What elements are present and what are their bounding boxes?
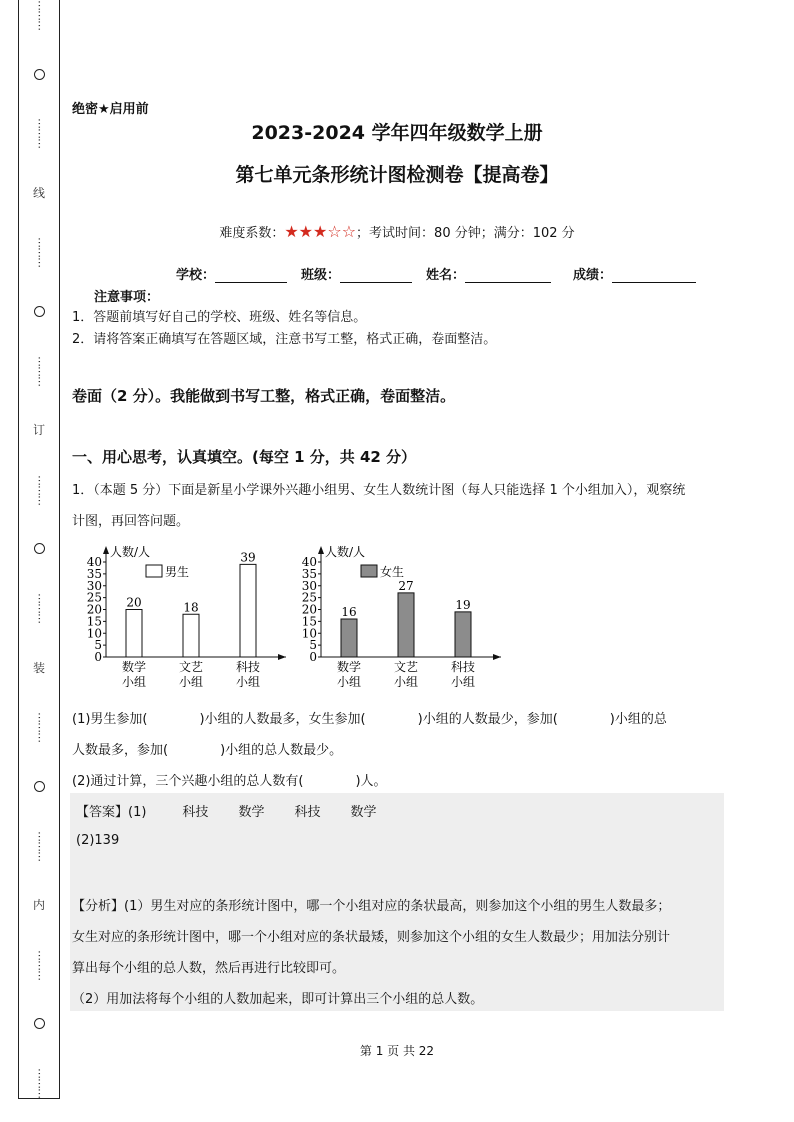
analysis-text: 算出每个小组的总人数，然后再进行比较即可。 (72, 961, 346, 976)
name-input-line[interactable] (465, 268, 551, 283)
answer-label: 【答案】(1) (76, 805, 147, 820)
x-tick-label: 小组 (336, 675, 362, 689)
x-tick-label: 小组 (235, 675, 261, 689)
binding-circle-icon (34, 543, 45, 554)
dots: ⋯⋯⋯ (33, 1067, 46, 1098)
class-field[interactable] (301, 264, 412, 283)
note-item: 2．请将答案正确填写在答题区域，注意书写工整，格式正确，卷面整洁。 (72, 332, 497, 347)
x-tick-label: 科技 (450, 660, 476, 674)
x-tick-label: 文艺 (393, 660, 419, 674)
answer-box (70, 793, 724, 1011)
legend-swatch (146, 565, 162, 577)
star-filled-icon: ★★★ (284, 222, 328, 241)
data-label: 16 (341, 605, 357, 619)
y-tick-label: 10 (86, 626, 102, 641)
x-tick-label: 数学 (336, 660, 362, 674)
y-tick-label: 0 (309, 650, 317, 664)
section-heading: 一、用心思考，认真填空。(每空 1 分，共 42 分） (72, 448, 417, 466)
data-label: 18 (183, 600, 199, 615)
y-tick-label: 30 (86, 578, 102, 593)
y-axis-arrow-icon (318, 546, 324, 554)
star-empty-icon: ☆☆ (327, 222, 357, 241)
answer-item: 科技 (294, 805, 321, 820)
bar (240, 564, 256, 657)
page-subtitle: 第七单元条形统计图检测卷【提高卷】 (235, 164, 559, 186)
data-label: 39 (240, 550, 256, 565)
sub-question: (1)男生参加( )小组的人数最多，女生参加( )小组的人数最少，参加( )小组的总 (72, 712, 667, 727)
y-tick-label: 0 (94, 650, 102, 664)
y-tick-label: 20 (301, 602, 317, 617)
y-tick-label: 30 (301, 578, 317, 593)
school-field[interactable] (176, 264, 287, 283)
answer-line (76, 801, 406, 820)
x-tick-label: 小组 (393, 675, 419, 689)
binding-circle-icon (34, 1018, 45, 1029)
bar (126, 610, 142, 658)
difficulty-label: 难度系数： (219, 226, 285, 241)
dots: ⋯⋯⋯ (33, 355, 46, 386)
notes-title: 注意事项： (94, 290, 160, 305)
question-text: 计图，再回答问题。 (72, 514, 190, 529)
y-tick-label: 35 (86, 566, 102, 581)
y-tick-label: 15 (86, 614, 102, 629)
x-tick-label: 数学 (121, 660, 147, 674)
x-tick-label: 文艺 (178, 660, 204, 674)
neatness-line: 卷面（2 分）。我能做到书写工整，格式正确，卷面整洁。 (72, 387, 456, 405)
class-input-line[interactable] (340, 268, 412, 283)
analysis-text: 女生对应的条形统计图中，哪一个小组对应的条状最矮，则参加这个小组的女生人数最少；用加法分别计 (72, 930, 671, 945)
x-axis-arrow-icon (278, 654, 286, 660)
dots: ⋯⋯⋯ (33, 949, 46, 980)
legend-label: 女生 (380, 565, 405, 579)
field-label: 成绩： (573, 268, 613, 283)
question-text: 1．（本题 5 分）下面是新星小学课外兴趣小组男、女生人数统计图（每人只能选择 1 个小组加入），观察统 (72, 483, 686, 498)
binding-circle-icon (34, 781, 45, 792)
legend-swatch (361, 565, 377, 577)
exam-meta (0, 222, 794, 241)
exam-info: ；考试时间：80 分钟；满分：102 分 (356, 226, 575, 241)
answer-item: 科技 (182, 805, 209, 820)
school-input-line[interactable] (215, 268, 287, 283)
y-tick-label: 40 (86, 555, 102, 569)
page-title: 2023-2024 学年四年级数学上册 (251, 122, 543, 144)
dots: ⋯⋯⋯ (33, 593, 46, 624)
binding-char: 装 (32, 660, 45, 675)
y-tick-label: 5 (94, 638, 102, 653)
x-tick-label: 小组 (121, 675, 147, 689)
y-tick-label: 20 (86, 602, 102, 617)
analysis-text: （2）用加法将每个小组的人数加起来，即可计算出三个小组的总人数。 (72, 992, 484, 1007)
field-label: 班级： (301, 268, 341, 283)
x-tick-label: 科技 (235, 660, 261, 674)
y-axis-label: 人数/人 (110, 545, 151, 559)
y-tick-label: 35 (301, 566, 317, 581)
sub-question: 人数最多，参加( )小组的总人数最少。 (72, 743, 343, 758)
dots: ⋯⋯⋯ (33, 237, 46, 268)
student-info-fields (176, 264, 696, 283)
bar-charts (82, 540, 502, 695)
score-field[interactable] (573, 264, 696, 283)
dots: ⋯⋯⋯ (33, 712, 46, 743)
field-label: 姓名： (426, 268, 466, 283)
dots: ⋯⋯⋯ (33, 0, 46, 30)
dots: ⋯⋯⋯ (33, 118, 46, 149)
y-tick-label: 15 (301, 614, 317, 629)
dots: ⋯⋯⋯ (33, 830, 46, 861)
x-tick-label: 小组 (178, 675, 204, 689)
y-tick-label: 25 (86, 590, 102, 605)
name-field[interactable] (426, 264, 551, 283)
bar (398, 593, 414, 657)
y-axis-arrow-icon (103, 546, 109, 554)
data-label: 20 (126, 595, 142, 610)
binding-char: 内 (32, 898, 45, 913)
x-tick-label: 小组 (450, 675, 476, 689)
answer-item: 数学 (238, 805, 265, 820)
dots: ⋯⋯⋯ (33, 474, 46, 505)
y-axis-label: 人数/人 (325, 545, 366, 559)
difficulty-stars (284, 222, 357, 241)
score-input-line[interactable] (612, 268, 696, 283)
legend-label: 男生 (165, 565, 190, 579)
y-tick-label: 25 (301, 590, 317, 605)
binding-circle-icon (34, 69, 45, 80)
page-footer: 第 1 页 共 22 (359, 1044, 435, 1058)
analysis-text: 【分析】(1）男生对应的条形统计图中，哪一个小组对应的条状最高，则参加这个小组的男生人数最多； (72, 899, 671, 914)
bar (183, 614, 199, 657)
answer-item: 数学 (350, 805, 377, 820)
binding-char: 线 (32, 185, 45, 200)
x-axis-arrow-icon (493, 654, 501, 660)
y-tick-label: 5 (309, 638, 317, 653)
bar (455, 612, 471, 657)
secret-label: 绝密★启用前 (72, 102, 149, 117)
y-tick-label: 10 (301, 626, 317, 641)
binding-circle-icon (34, 306, 45, 317)
y-tick-label: 40 (301, 555, 317, 569)
answer-line-2: (2)139 (76, 833, 120, 848)
binding-char: 订 (32, 423, 45, 438)
bar (341, 619, 357, 657)
field-label: 学校： (176, 268, 216, 283)
data-label: 19 (455, 597, 471, 612)
sub-question: (2)通过计算，三个兴趣小组的总人数有( )人。 (72, 774, 387, 789)
data-label: 27 (398, 578, 414, 593)
note-item: 1．答题前填写好自己的学校、班级、姓名等信息。 (72, 310, 367, 325)
